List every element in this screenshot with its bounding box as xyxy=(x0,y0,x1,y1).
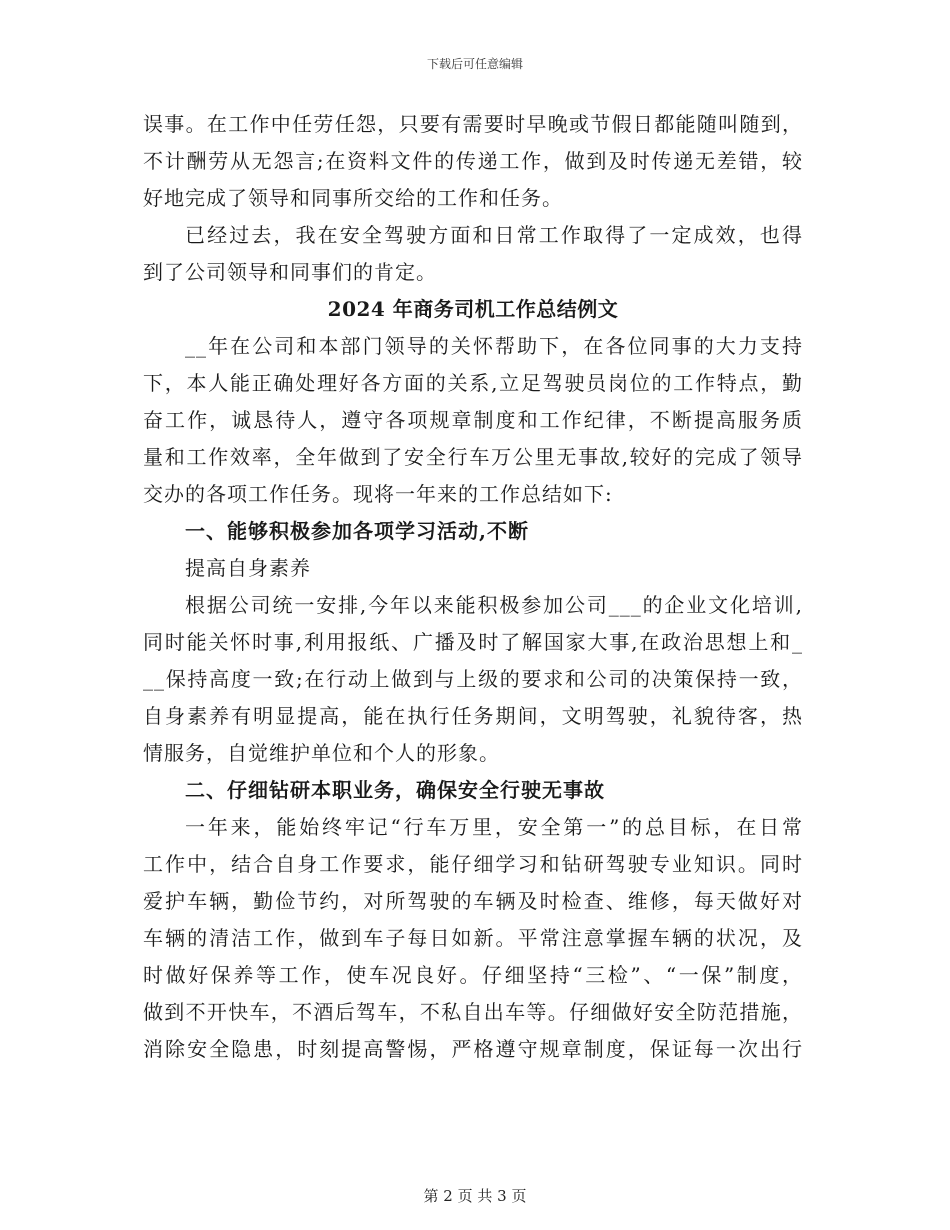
body-line: 奋工作，诚恳待人，遵守各项规章制度和工作纪律，不断提高服务质 xyxy=(143,408,803,432)
body-line: 自身素养有明显提高，能在执行任务期间，文明驾驶，礼貌待客，热 xyxy=(143,704,803,728)
body-line: 爱护车辆，勤俭节约，对所驾驶的车辆及时检查、维修，每天做好对 xyxy=(143,889,803,913)
header-note: 下载后可任意编辑 xyxy=(426,57,523,71)
body-line: 已经过去，我在安全驾驶方面和日常工作取得了一定成效，也得 xyxy=(185,223,803,247)
heading-one: 一、能够积极参加各项学习活动,不断 xyxy=(185,519,529,543)
body-line: 工作中，结合自身工作要求，能仔细学习和钻研驾驶专业知识。同时 xyxy=(143,852,803,876)
body-line: 车辆的清洁工作，做到车子每日如新。平常注意掌握车辆的状况，及 xyxy=(143,926,803,950)
section-title: 2024 年商务司机工作总结例文 xyxy=(327,297,619,321)
body-line: 到了公司领导和同事们的肯定。 xyxy=(143,260,437,284)
body-line: 根据公司统一安排,今年以来能积极参加公司___的企业文化培训, xyxy=(185,593,803,617)
page-number: 第 2 页 共 3 页 xyxy=(423,1187,527,1205)
body-line: 交办的各项工作任务。现将一年来的工作总结如下: xyxy=(143,482,613,506)
body-line: 量和工作效率，全年做到了安全行车万公里无事故,较好的完成了领导 xyxy=(143,445,803,469)
body-line: 同时能关怀时事,利用报纸、广播及时了解国家大事,在政治思想上和_ xyxy=(143,630,803,654)
body-line: 误事。在工作中任劳任怨，只要有需要时早晚或节假日都能随叫随到， xyxy=(143,112,803,136)
body-line: __年在公司和本部门领导的关怀帮助下，在各位同事的大力支持 xyxy=(185,334,803,358)
body-line: 做到不开快车，不酒后驾车，不私自出车等。仔细做好安全防范措施， xyxy=(143,1000,803,1024)
body-line: 时做好保养等工作，使车况良好。仔细坚持“三检”、“一保”制度， xyxy=(143,963,803,987)
body-line: 不计酬劳从无怨言;在资料文件的传递工作，做到及时传递无差错，较 xyxy=(143,149,803,173)
body-line: __保持高度一致;在行动上做到与上级的要求和公司的决策保持一致， xyxy=(143,667,803,691)
document-body xyxy=(143,106,803,1068)
body-line: 好地完成了领导和同事所交给的工作和任务。 xyxy=(143,186,563,210)
body-line: 一年来，能始终牢记“行车万里，安全第一”的总目标，在日常 xyxy=(185,815,803,839)
heading-two: 二、仔细钻研本职业务，确保安全行驶无事故 xyxy=(185,778,605,802)
body-line: 消除安全隐患，时刻提高警惕，严格遵守规章制度，保证每一次出行 xyxy=(143,1037,803,1061)
body-line: 情服务，自觉维护单位和个人的形象。 xyxy=(143,741,500,765)
body-line: 下，本人能正确处理好各方面的关系,立足驾驶员岗位的工作特点，勤 xyxy=(143,371,803,395)
heading-one-continuation: 提高自身素养 xyxy=(185,556,311,580)
